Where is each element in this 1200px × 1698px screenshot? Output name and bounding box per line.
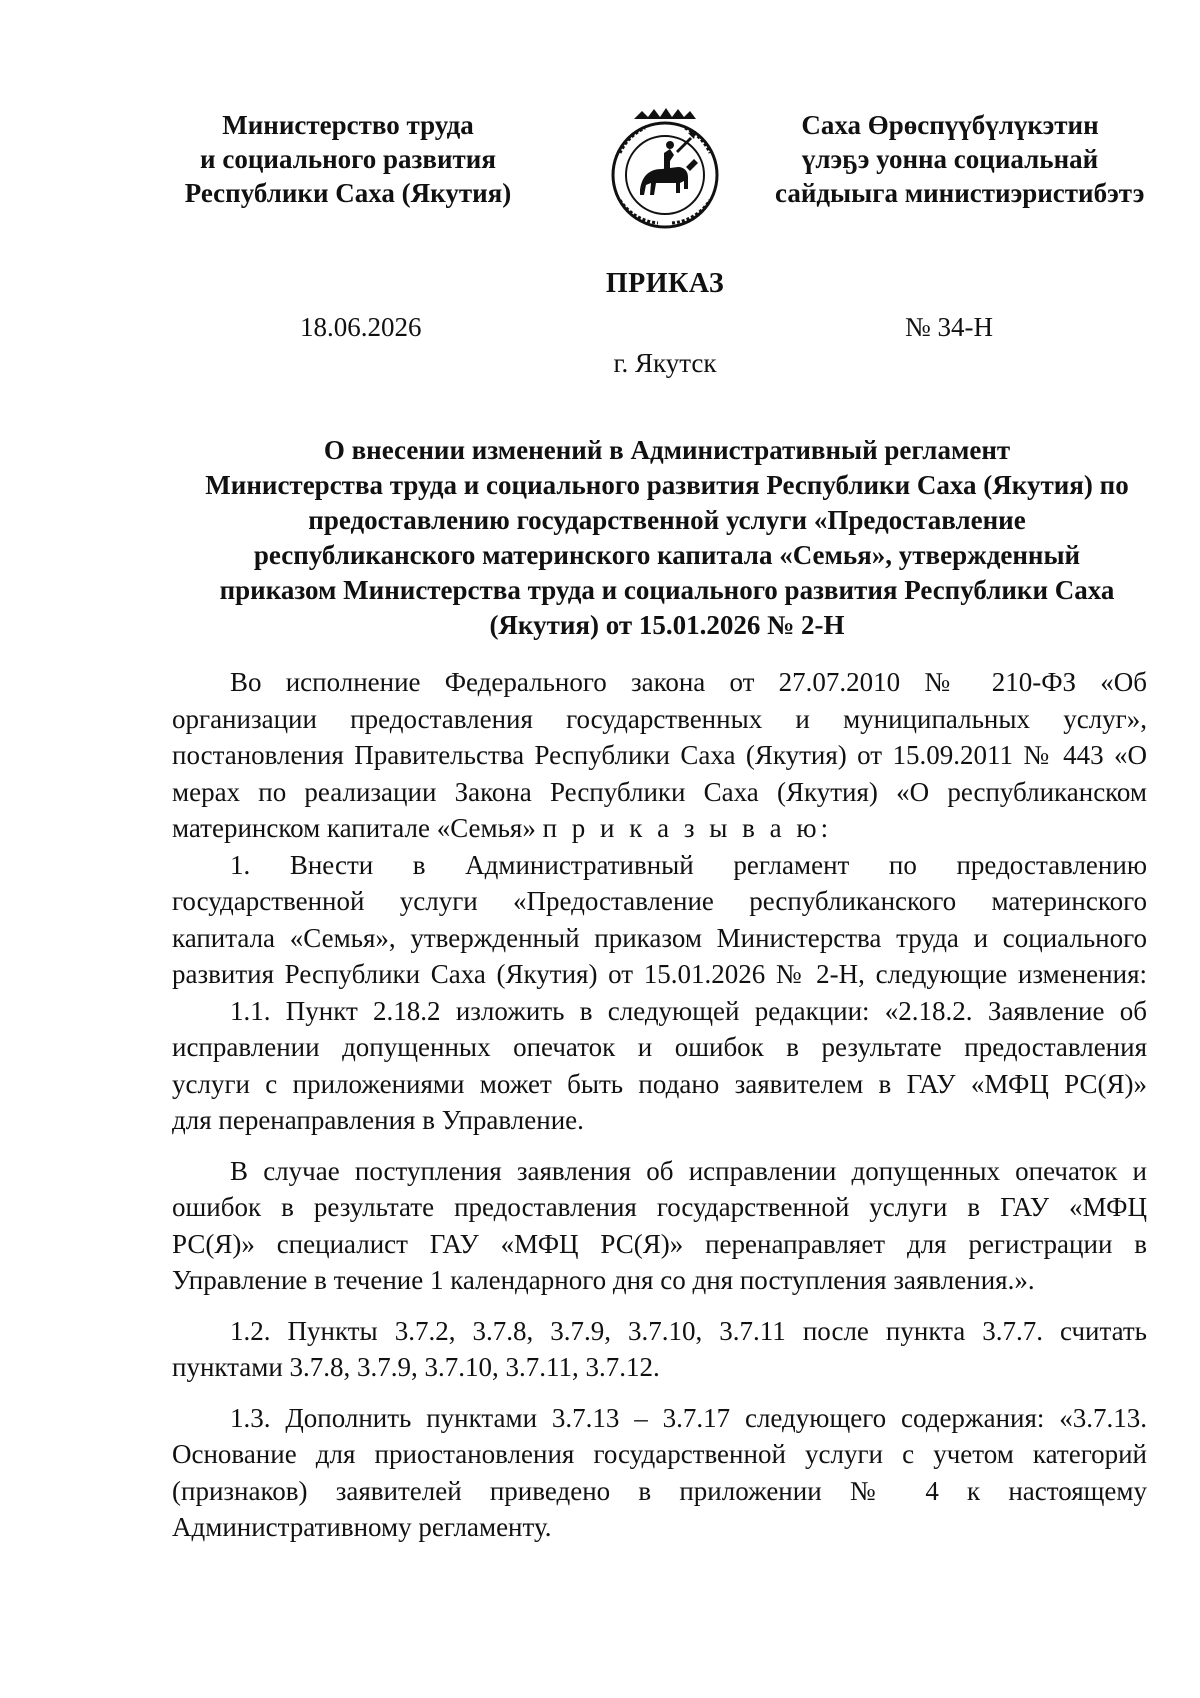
- text-fragment: материнском капитале «Семья»: [172, 813, 536, 843]
- subject-line: республиканского материнского капитала «Семья», утвержденный: [253, 540, 1081, 570]
- text-line: исправлении допущенных опечаток и ошибок в результате предоставления: [172, 1032, 1147, 1062]
- text-line: В случае поступления заявления об исправлении допущенных опечаток и: [230, 1155, 1147, 1186]
- text-line: государственной услуги «Предоставление республиканского материнского: [172, 886, 1147, 916]
- ministry-name-line: Саха Өрөспүүбүлүкэтин: [801, 110, 1099, 140]
- paragraph-item-1: [172, 847, 1147, 993]
- paragraph-preamble: [172, 664, 1147, 847]
- text-line: (признаков) заявителей приведено в приложении № 4 к настоящему: [172, 1475, 1147, 1506]
- text-line: ошибок в результате предоставления государственной услуги в ГАУ «МФЦ: [172, 1192, 1147, 1222]
- text-line: Административному регламенту.: [172, 1512, 552, 1542]
- text-line: развития Республики Саха (Якутия) от 15.01.2026 № 2-Н, следующие изменения:: [172, 959, 1147, 989]
- subject-line: О внесении изменений в Административный регламент: [323, 435, 1011, 465]
- paragraph-item-1-2: [172, 1313, 1147, 1386]
- text-line: мерах по реализации Закона Республики Саха (Якутия) «О республиканском: [172, 776, 1147, 807]
- order-date: 18.06.2026: [300, 312, 422, 342]
- paragraph-item-1-1: [172, 993, 1147, 1139]
- order-body: [172, 664, 1147, 1546]
- ministry-name-line: Республики Саха (Якутия): [184, 178, 512, 208]
- ministry-name-line: Министерство труда: [222, 110, 474, 140]
- text-line: капитала «Семья», утвержденный приказом Министерства труда и социального: [172, 922, 1147, 953]
- order-verb: п р и к а з ы в а ю:: [542, 813, 833, 843]
- text-line: пунктами 3.7.8, 3.7.9, 3.7.10, 3.7.11, 3.7.12.: [172, 1352, 660, 1382]
- text-line: для перенаправления в Управление.: [172, 1105, 584, 1135]
- order-number: № 34-Н: [905, 312, 994, 342]
- text-line: 1. Внести в Административный регламент по предоставлению: [230, 849, 1147, 880]
- subject-line: приказом Министерства труда и социального развития Республики Саха: [219, 575, 1115, 605]
- text-line: Основание для приостановления государственной услуги с учетом категорий: [172, 1439, 1147, 1469]
- coat-of-arms-sakha-icon: [590, 105, 738, 233]
- text-line: 1.1. Пункт 2.18.2 изложить в следующей редакции: «2.18.2. Заявление об: [230, 995, 1147, 1026]
- text-line: Управление в течение 1 календарного дня со дня поступления заявления.».: [172, 1265, 1035, 1295]
- ministry-name-line: үлэҕэ уонна социальнай: [801, 144, 1099, 174]
- text-line: 1.3. Дополнить пунктами 3.7.13 – 3.7.17 следующего содержания: «3.7.13.: [230, 1402, 1147, 1433]
- paragraph-item-1-1-continued: [172, 1153, 1147, 1299]
- subject-line: (Якутия) от 15.01.2026 № 2-Н: [489, 610, 845, 640]
- order-subject: [172, 433, 1162, 643]
- subject-line: Министерства труда и социального развития Республики Саха (Якутия) по: [205, 470, 1129, 500]
- ministry-name-russian: [168, 108, 528, 210]
- ministry-name-sakha: [775, 108, 1145, 210]
- text-line: услуги с приложениями может быть подано заявителем в ГАУ «МФЦ РС(Я)»: [172, 1068, 1147, 1099]
- text-line: РС(Я)» специалист ГАУ «МФЦ РС(Я)» перенаправляет для регистрации в: [172, 1228, 1147, 1259]
- text-line: [172, 810, 1147, 847]
- text-line: 1.2. Пункты 3.7.2, 3.7.8, 3.7.9, 3.7.10, 3.7.11 после пункта 3.7.7. считать: [230, 1315, 1147, 1346]
- ministry-name-line: сайдыыга министиэристибэтэ: [775, 178, 1145, 208]
- ministry-name-line: и социального развития: [200, 144, 496, 174]
- text-line: постановления Правительства Республики Саха (Якутия) от 15.09.2011 № 443 «О: [172, 740, 1147, 770]
- subject-line: предоставлению государственной услуги «Предоставление: [308, 505, 1026, 535]
- paragraph-item-1-3: [172, 1400, 1147, 1546]
- order-title: ПРИКАЗ: [605, 268, 725, 299]
- order-city: г. Якутск: [613, 348, 717, 378]
- text-line: организации предоставления государственных и муниципальных услуг»,: [172, 703, 1147, 734]
- text-line: Во исполнение Федерального закона от 27.07.2010 № 210-ФЗ «Об: [230, 667, 1147, 697]
